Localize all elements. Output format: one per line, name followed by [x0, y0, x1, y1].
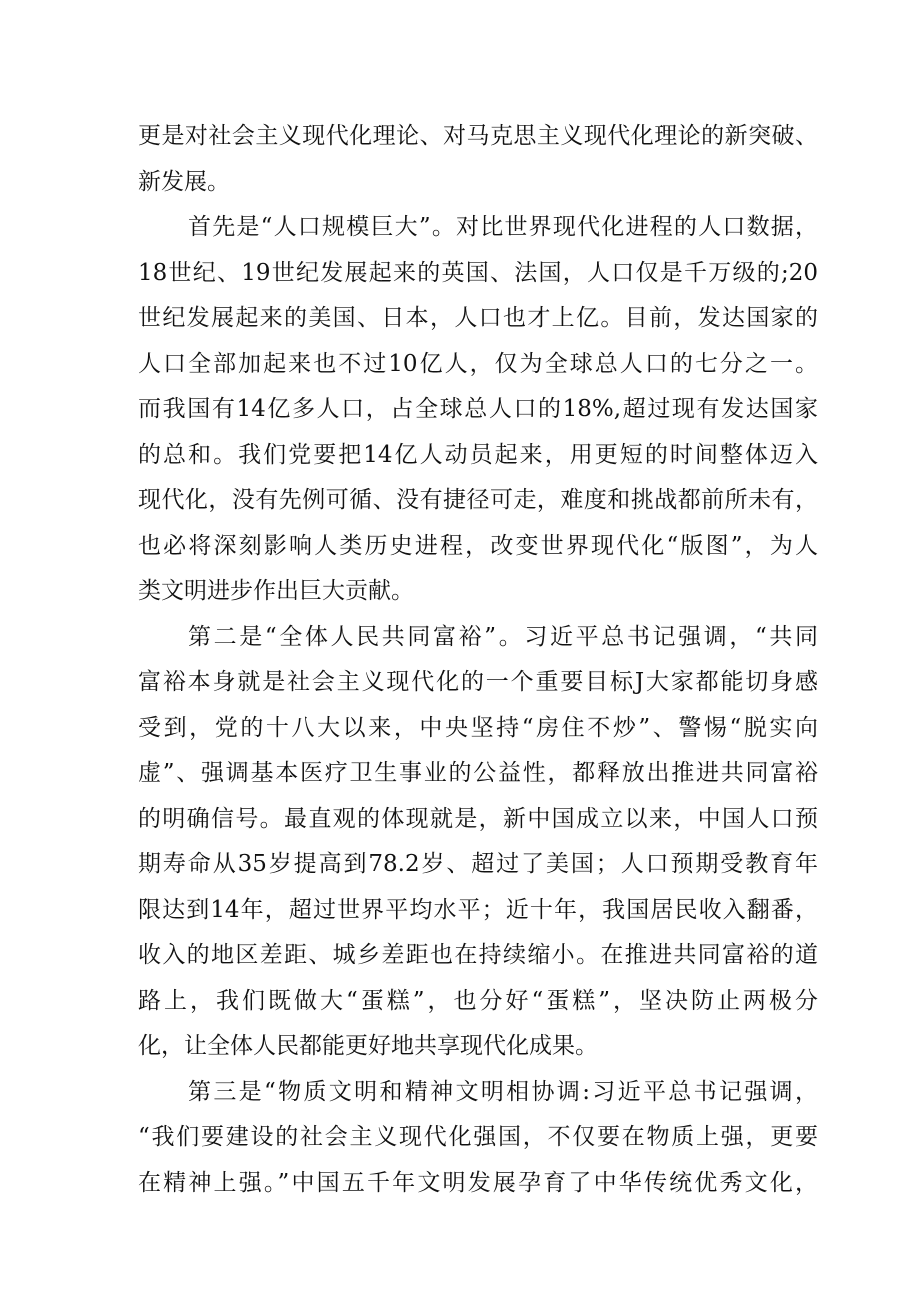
text-line: 收入的地区差距、城乡差距也在持续缩小。在推进共同富裕的道 [138, 942, 818, 968]
text-line: 的总和。我们党要把14亿人动员起来，用更短的时间整体迈入 [138, 441, 818, 468]
text-line: 路上，我们既做大“蛋糕”，也分好“蛋糕”，坚决防止两极分 [138, 987, 818, 1014]
text-line: 更是对社会主义现代化理论、对马克思主义现代化理论的新突破、 [138, 123, 818, 149]
text-line: 人口全部加起来也不过10亿人，仅为全球总人口的七分之一。 [138, 350, 818, 377]
text-line: 18世纪、19世纪发展起来的英国、法国，人口仅是千万级的;20 [138, 259, 818, 286]
text-line: 的明确信号。最直观的体现就是，新中国成立以来，中国人口预 [138, 805, 818, 832]
paragraph-first-line: 首先是“人口规模巨大”。对比世界现代化进程的人口数据， [188, 214, 818, 240]
text-line: 现代化，没有先例可循、没有捷径可走，难度和挑战都前所未有， [138, 487, 818, 513]
text-line: 新发展。 [138, 168, 230, 195]
text-line: 受到，党的十八大以来，中央坚持“房住不炒”、警惕“脱实向 [138, 714, 818, 741]
text-line: 化，让全体人民都能更好地共享现代化成果。 [138, 1033, 598, 1059]
text-line: 而我国有14亿多人口，占全球总人口的18%,超过现有发达国家 [138, 396, 818, 422]
text-line: 也必将深刻影响人类历史进程，改变世界现代化“版图”，为人 [138, 532, 818, 559]
text-line: 富裕本身就是社会主义现代化的一个重要目标J大家都能切身感 [138, 669, 818, 695]
text-line: 类文明进步作出巨大贡献。 [138, 578, 414, 604]
text-line: 期寿命从35岁提高到78.2岁、超过了美国；人口预期受教育年 [138, 851, 818, 877]
paragraph-first-line: 第三是“物质文明和精神文明相协调:习近平总书记强调， [188, 1078, 818, 1105]
text-line: “我们要建设的社会主义现代化强国，不仅要在物质上强，更要 [138, 1124, 818, 1150]
text-line: 虚”、强调基本医疗卫生事业的公益性，都释放出推进共同富裕 [138, 760, 818, 786]
text-line: 在精神上强。”中国五千年文明发展孕育了中华传统优秀文化， [138, 1169, 818, 1196]
document-body [138, 114, 818, 1206]
paragraph-first-line: 第二是“全体人民共同富裕”。习近平总书记强调，“共同 [188, 623, 818, 650]
text-line: 世纪发展起来的美国、日本，人口也才上亿。目前，发达国家的 [138, 305, 818, 331]
text-line: 限达到14年，超过世界平均水平；近十年，我国居民收入翻番， [138, 896, 818, 923]
